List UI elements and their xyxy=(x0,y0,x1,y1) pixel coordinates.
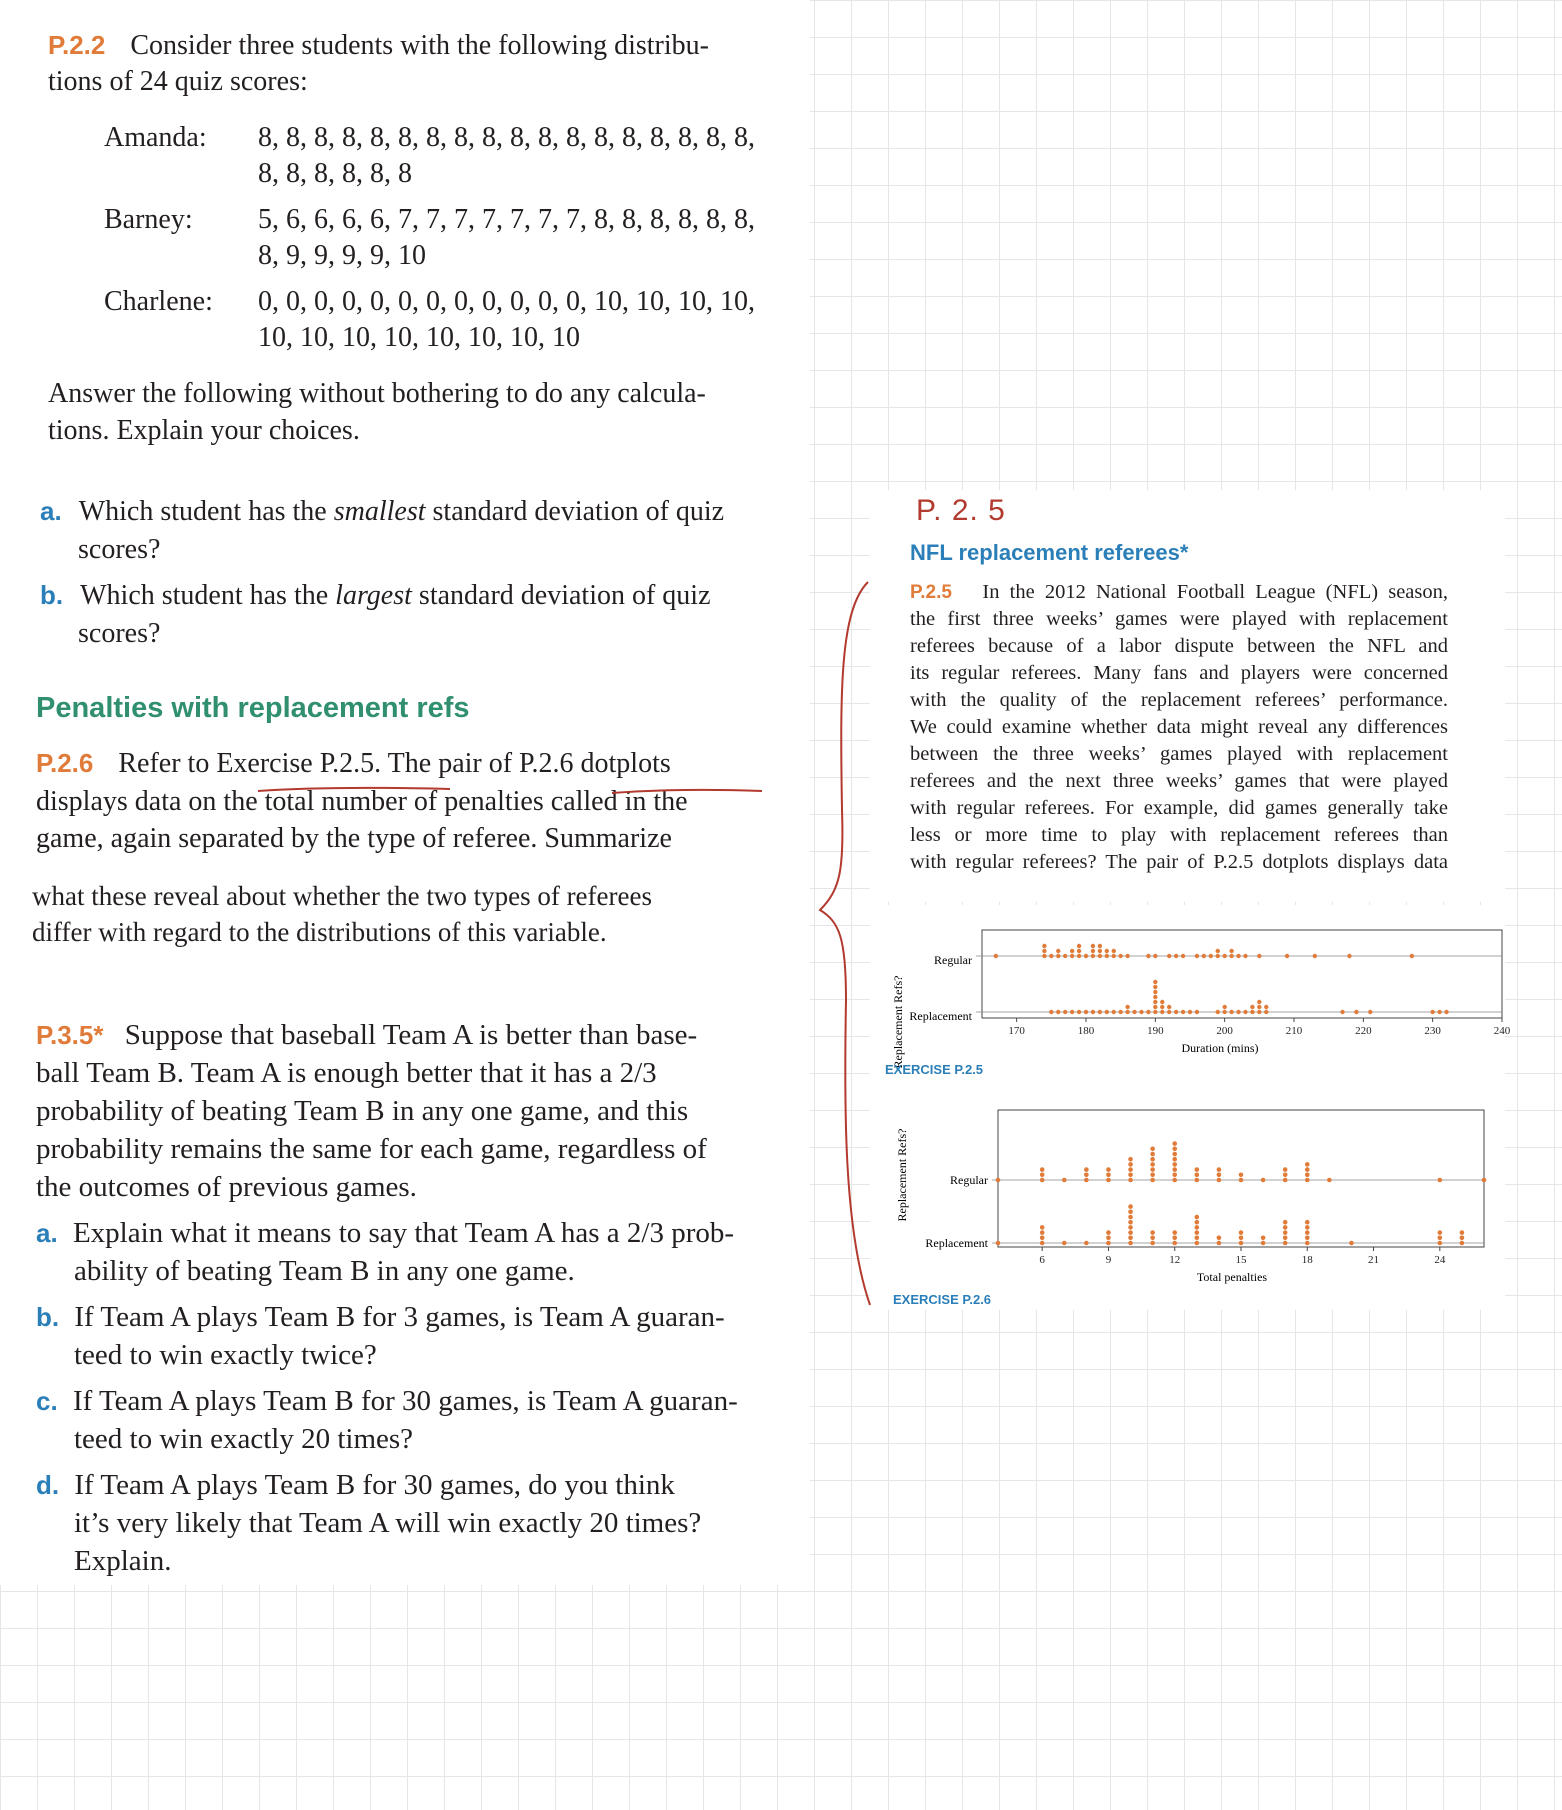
chart2-dot-regular xyxy=(1239,1173,1244,1178)
chart2-dot-replacement xyxy=(1438,1241,1443,1246)
chart1-dot-regular xyxy=(1063,954,1067,958)
chart2-dot-regular xyxy=(1283,1167,1288,1172)
chart2-dot-replacement xyxy=(1239,1236,1244,1241)
chart2-dot-replacement xyxy=(1460,1236,1465,1241)
chart2-dot-regular xyxy=(1084,1167,1089,1172)
p25-line8: referees and the next three weeks’ games that were played xyxy=(910,770,1448,792)
chart1-dot-replacement xyxy=(1264,1010,1268,1014)
chart1-dot-regular xyxy=(1216,949,1220,953)
chart2-dot-replacement xyxy=(1460,1241,1465,1246)
p35-item-a-line2: ability of beating Team B in any one game. xyxy=(74,1255,575,1287)
chart2-dot-replacement xyxy=(1305,1230,1310,1235)
p35-item-b-line2: teed to win exactly twice? xyxy=(74,1339,377,1371)
chart1-dot-regular xyxy=(1236,954,1240,958)
p22-question-b-line2: scores? xyxy=(78,618,161,649)
chart2-dot-replacement xyxy=(1438,1236,1443,1241)
chart2-ylabel: Replacement Refs? xyxy=(895,1128,909,1222)
chart2-dot-replacement xyxy=(1084,1241,1089,1246)
chart1-dot-regular xyxy=(1174,954,1178,958)
chart1-dot-regular xyxy=(1042,944,1046,948)
chart2-dot-replacement xyxy=(1195,1241,1200,1246)
chart1-xtick-label-170: 170 xyxy=(1008,1025,1025,1037)
student-scores-charlene-2: 10, 10, 10, 10, 10, 10, 10, 10 xyxy=(258,322,580,353)
chart2-dot-regular xyxy=(1172,1147,1177,1152)
chart1-dot-replacement xyxy=(1160,1000,1164,1004)
chart1-dot-regular xyxy=(1091,954,1095,958)
p22-question-a-label: a. xyxy=(40,496,62,526)
chart2-dot-regular xyxy=(1084,1173,1089,1178)
chart2-dot-regular xyxy=(1195,1173,1200,1178)
chart1-dot-replacement xyxy=(1146,1010,1150,1014)
chart1-category-regular: Regular xyxy=(934,953,972,967)
chart1-dot-replacement xyxy=(1257,1005,1261,1009)
chart2-dot-replacement xyxy=(1062,1241,1067,1246)
p25-line10: less or more time to play with replacement referees than xyxy=(910,824,1448,846)
chart2-dot-regular xyxy=(1217,1173,1222,1178)
p25-line3: referees because of a labor dispute between the NFL and xyxy=(910,635,1448,657)
chart1-xtick-label-180: 180 xyxy=(1077,1025,1095,1037)
p22-number: P.2.2 xyxy=(48,30,106,60)
chart2-dot-regular xyxy=(1305,1167,1310,1172)
chart2-dot-replacement xyxy=(1349,1241,1354,1246)
chart1-dot-regular xyxy=(1105,954,1109,958)
chart1-xtick-label-210: 210 xyxy=(1285,1025,1303,1037)
chart1-dot-replacement xyxy=(1264,1005,1268,1009)
chart2-dot-replacement xyxy=(1150,1241,1155,1246)
chart1-dot-replacement xyxy=(1098,1010,1102,1014)
chart2-dot-replacement xyxy=(1172,1230,1177,1235)
chart2-dot-replacement xyxy=(1128,1236,1133,1241)
chart2-dot-replacement xyxy=(1040,1236,1045,1241)
p25-line2: the first three weeks’ games were played with replacement xyxy=(910,608,1448,630)
chart2-dot-replacement xyxy=(1106,1236,1111,1241)
chart1-dot-regular xyxy=(1195,954,1199,958)
chart2-xtick-label-21: 21 xyxy=(1368,1254,1380,1266)
chart2-dot-replacement xyxy=(1106,1230,1111,1235)
chart2-dot-replacement xyxy=(1217,1236,1222,1241)
chart1-dot-regular xyxy=(1313,954,1317,958)
chart2-xtick-label-15: 15 xyxy=(1235,1254,1247,1266)
chart2-dot-replacement xyxy=(1040,1230,1045,1235)
chart2-dot-regular xyxy=(1040,1173,1045,1178)
chart1-xtick-label-190: 190 xyxy=(1147,1025,1164,1037)
chart1-caption: EXERCISE P.2.5 xyxy=(885,1062,984,1077)
chart1-dot-replacement xyxy=(1112,1010,1116,1014)
chart1-dot-replacement xyxy=(1125,1010,1129,1014)
p35-line1: P.3.5* Suppose that baseball Team A is better than base- xyxy=(36,1019,698,1051)
p35-line5: the outcomes of previous games. xyxy=(36,1171,417,1203)
chart2-dot-replacement xyxy=(1040,1241,1045,1246)
chart1-dot-regular xyxy=(1042,954,1046,958)
chart1-dot-replacement xyxy=(1153,1005,1157,1009)
chart1-dot-replacement xyxy=(1077,1010,1081,1014)
chart2-dot-replacement xyxy=(1128,1204,1133,1209)
chart1-dot-replacement xyxy=(1132,1010,1136,1014)
chart1-ylabel: Replacement Refs? xyxy=(891,975,905,1069)
chart1-dot-replacement xyxy=(1181,1010,1185,1014)
chart2-dot-replacement xyxy=(1283,1241,1288,1246)
chart1-xtick-label-230: 230 xyxy=(1424,1025,1441,1037)
chart2-dot-regular xyxy=(1040,1167,1045,1172)
chart1-dot-regular xyxy=(1056,949,1060,953)
chart2-dot-replacement xyxy=(1128,1225,1133,1230)
chart2-dot-replacement xyxy=(1172,1236,1177,1241)
p22-question-b: b. Which student has the largest standard deviation of quiz xyxy=(40,580,711,611)
chart1-dot-replacement xyxy=(1160,1005,1164,1009)
chart1-dot-replacement xyxy=(1340,1010,1344,1014)
chart1-dot-replacement xyxy=(1105,1010,1109,1014)
chart2-dot-regular xyxy=(1195,1167,1200,1172)
chart2-dot-regular xyxy=(1128,1178,1133,1183)
p26-line2: displays data on the total number of penalties called in the xyxy=(36,786,688,817)
chart1-dot-regular xyxy=(1209,954,1213,958)
chart2-dot-replacement xyxy=(1460,1230,1465,1235)
p35-line3: probability of beating Team B in any one game, and this xyxy=(36,1095,689,1127)
p35-item-d-line3: Explain. xyxy=(74,1545,172,1577)
chart2-dot-regular xyxy=(1195,1178,1200,1183)
p25-line9: with regular referees. For example, did games generally take xyxy=(910,797,1448,819)
chart2-dot-replacement xyxy=(1195,1236,1200,1241)
chart1-dot-regular xyxy=(1125,954,1129,958)
duration-dotplot xyxy=(870,905,1510,1075)
p26-line1: P.2.6 Refer to Exercise P.2.5. The pair of P.2.6 dotplots xyxy=(36,748,671,779)
p35-line2: ball Team B. Team A is enough better that it has a 2/3 xyxy=(36,1057,657,1089)
p22-intro-line1: P.2.2 Consider three students with the following distribu- xyxy=(48,30,709,61)
chart2-dot-regular xyxy=(1172,1178,1177,1183)
chart1-dot-replacement xyxy=(1125,1005,1129,1009)
chart1-dot-regular xyxy=(1216,954,1220,958)
chart2-caption: EXERCISE P.2.6 xyxy=(893,1292,992,1307)
p25-line4: its regular referees. Many fans and players were concerned xyxy=(910,662,1448,684)
chart2-dot-replacement xyxy=(1283,1220,1288,1225)
chart2-dot-regular xyxy=(1239,1178,1244,1183)
student-name-amanda: Amanda: xyxy=(104,122,207,153)
chart2-dot-replacement xyxy=(1040,1225,1045,1230)
p25-line7: between the three weeks’ games played with replacement xyxy=(910,743,1448,765)
chart1-dot-regular xyxy=(1181,954,1185,958)
chart1-dot-regular xyxy=(1105,949,1109,953)
chart1-dot-replacement xyxy=(1153,1010,1157,1014)
p35-line4: probability remains the same for each game, regardless of xyxy=(36,1133,707,1165)
chart1-dot-regular xyxy=(1070,954,1074,958)
chart2-dot-replacement xyxy=(1283,1225,1288,1230)
penalties-dotplot xyxy=(870,1095,1510,1284)
chart2-dot-regular xyxy=(1327,1178,1332,1183)
student-name-barney: Barney: xyxy=(104,204,193,235)
chart1-dot-replacement xyxy=(1153,990,1157,994)
p35-item-b: b. If Team A plays Team B for 3 games, is Team A guaran- xyxy=(36,1301,725,1333)
chart1-xtick-label-200: 200 xyxy=(1216,1025,1233,1037)
chart2-dot-regular xyxy=(1172,1152,1177,1157)
chart1-category-replacement: Replacement xyxy=(909,1009,972,1023)
chart1-dot-regular xyxy=(1285,954,1289,958)
chart1-dot-replacement xyxy=(1091,1010,1095,1014)
chart2-dot-replacement xyxy=(1305,1241,1310,1246)
chart2-dot-regular xyxy=(1128,1157,1133,1162)
chart2-dot-regular xyxy=(1150,1167,1155,1172)
chart1-dot-regular xyxy=(1112,954,1116,958)
p25-line1: P.2.5 In the 2012 National Football League (NFL) season, xyxy=(910,581,1448,603)
chart1-dot-regular xyxy=(1222,954,1226,958)
chart2-dot-replacement xyxy=(1305,1236,1310,1241)
chart1-dot-regular xyxy=(1098,954,1102,958)
chart2-dot-replacement xyxy=(1283,1236,1288,1241)
chart1-dot-replacement xyxy=(1160,1010,1164,1014)
chart1-dot-replacement xyxy=(1236,1010,1240,1014)
chart1-dot-replacement xyxy=(1063,1010,1067,1014)
chart1-dot-regular xyxy=(1049,954,1053,958)
chart2-xtick-label-9: 9 xyxy=(1105,1254,1112,1266)
chart2-dot-replacement xyxy=(1283,1230,1288,1235)
chart2-dot-regular xyxy=(1150,1173,1155,1178)
p35-number: P.3.5* xyxy=(36,1020,104,1050)
chart1-dot-replacement xyxy=(1437,1010,1441,1014)
student-scores-charlene-1: 0, 0, 0, 0, 0, 0, 0, 0, 0, 0, 0, 0, 10, 10, 10, 10, xyxy=(258,286,755,317)
p25-line11: with regular referees? The pair of P.2.5 dotplots displays data xyxy=(910,851,1448,873)
chart1-dot-regular xyxy=(1098,949,1102,953)
p35-item-d-line2: it’s very likely that Team A will win exactly 20 times? xyxy=(74,1507,702,1539)
chart1-dot-regular xyxy=(1056,954,1060,958)
chart2-dot-replacement xyxy=(1128,1215,1133,1220)
chart2-dot-regular xyxy=(1283,1178,1288,1183)
chart2-dot-regular xyxy=(1172,1173,1177,1178)
chart2-dot-replacement xyxy=(1261,1236,1266,1241)
chart1-dot-replacement xyxy=(1250,1010,1254,1014)
chart1-dot-regular xyxy=(1257,954,1261,958)
chart2-category-regular: Regular xyxy=(950,1173,988,1187)
chart2-dot-regular xyxy=(1106,1167,1111,1172)
chart2-dot-regular xyxy=(996,1178,1001,1183)
student-name-charlene: Charlene: xyxy=(104,286,213,317)
chart1-xlabel: Duration (mins) xyxy=(1181,1041,1259,1055)
handwritten-label: P. 2. 5 xyxy=(916,494,1006,527)
chart2-dot-regular xyxy=(1261,1178,1266,1183)
student-scores-barney-2: 8, 9, 9, 9, 9, 10 xyxy=(258,240,426,271)
chart1-dot-regular xyxy=(1091,949,1095,953)
chart1-dot-replacement xyxy=(1153,995,1157,999)
chart2-dot-replacement xyxy=(1172,1241,1177,1246)
chart1-frame xyxy=(982,930,1502,1018)
chart2-dot-regular xyxy=(1283,1173,1288,1178)
chart2-xtick-label-12: 12 xyxy=(1169,1254,1181,1266)
chart2-dot-regular xyxy=(1150,1147,1155,1152)
chart1-dot-regular xyxy=(1118,954,1122,958)
chart2-dot-regular xyxy=(1128,1167,1133,1172)
chart1-dot-regular xyxy=(1077,954,1081,958)
p26-line4: what these reveal about whether the two types of referees xyxy=(32,881,652,911)
chart2-dot-replacement xyxy=(1261,1241,1266,1246)
chart1-dot-regular xyxy=(1091,944,1095,948)
chart1-dot-regular xyxy=(994,954,998,958)
chart1-dot-regular xyxy=(1084,954,1088,958)
chart1-xtick-label-220: 220 xyxy=(1355,1025,1372,1037)
chart1-dot-replacement xyxy=(1444,1010,1448,1014)
chart2-dot-regular xyxy=(1128,1162,1133,1167)
chart2-dot-regular xyxy=(1128,1173,1133,1178)
chart2-dot-replacement xyxy=(996,1241,1001,1246)
chart2-dot-replacement xyxy=(1239,1241,1244,1246)
chart2-dot-replacement xyxy=(1128,1230,1133,1235)
chart1-dot-replacement xyxy=(1056,1010,1060,1014)
chart2-dot-replacement xyxy=(1106,1241,1111,1246)
chart1-dot-replacement xyxy=(1049,1010,1053,1014)
p35-item-a: a. Explain what it means to say that Team A has a 2/3 prob- xyxy=(36,1217,735,1249)
brace-path xyxy=(820,582,870,1305)
chart2-dot-regular xyxy=(1040,1178,1045,1183)
chart1-dot-regular xyxy=(1077,949,1081,953)
chart1-dot-regular xyxy=(1098,944,1102,948)
chart1-dot-replacement xyxy=(1153,980,1157,984)
chart2-dot-replacement xyxy=(1217,1241,1222,1246)
chart1-dot-replacement xyxy=(1250,1005,1254,1009)
chart1-dot-replacement xyxy=(1368,1010,1372,1014)
chart2-category-replacement: Replacement xyxy=(925,1236,988,1250)
p26-line5: differ with regard to the distributions of this variable. xyxy=(32,917,607,947)
p22-question-a: a. Which student has the smallest standard deviation of quiz xyxy=(40,496,725,527)
chart1-xtick-label-240: 240 xyxy=(1493,1025,1511,1037)
p25-number: P.2.5 xyxy=(910,582,952,603)
chart2-dot-regular xyxy=(1438,1178,1443,1183)
chart1-dot-replacement xyxy=(1153,1000,1157,1004)
p35-item-c-label: c. xyxy=(36,1386,58,1416)
chart2-dot-replacement xyxy=(1305,1225,1310,1230)
chart1-dot-replacement xyxy=(1222,1005,1226,1009)
chart2-dot-replacement xyxy=(1305,1220,1310,1225)
chart1-dot-regular xyxy=(1410,954,1414,958)
chart2-dot-regular xyxy=(1150,1162,1155,1167)
chart1-dot-regular xyxy=(1042,949,1046,953)
p22-intro-line2: tions of 24 quiz scores: xyxy=(48,66,308,97)
p26-line3: game, again separated by the type of referee. Summarize xyxy=(36,823,672,854)
chart1-dot-replacement xyxy=(1167,1010,1171,1014)
p22-answer-line2: tions. Explain your choices. xyxy=(48,415,360,446)
chart1-dot-regular xyxy=(1202,954,1206,958)
chart2-dot-regular xyxy=(1150,1152,1155,1157)
chart2-dot-regular xyxy=(1084,1178,1089,1183)
student-scores-amanda-1: 8, 8, 8, 8, 8, 8, 8, 8, 8, 8, 8, 8, 8, 8, 8, 8, 8, 8, xyxy=(258,122,755,153)
chart1-dot-replacement xyxy=(1216,1010,1220,1014)
chart2-dot-regular xyxy=(1106,1173,1111,1178)
chart1-dot-replacement xyxy=(1084,1010,1088,1014)
chart1-dot-replacement xyxy=(1257,1010,1261,1014)
chart2-xtick-label-6: 6 xyxy=(1039,1254,1045,1266)
chart2-dot-regular xyxy=(1217,1167,1222,1172)
p35-item-d: d. If Team A plays Team B for 30 games, do you think xyxy=(36,1469,675,1501)
chart2-dot-replacement xyxy=(1150,1230,1155,1235)
chart2-dot-regular xyxy=(1150,1157,1155,1162)
chart1-dot-regular xyxy=(1243,954,1247,958)
chart1-dot-replacement xyxy=(1257,1000,1261,1004)
chart2-xlabel: Total penalties xyxy=(1196,1270,1268,1284)
chart1-dot-replacement xyxy=(1118,1010,1122,1014)
chart1-dot-replacement xyxy=(1188,1010,1192,1014)
chart1-dot-regular xyxy=(1347,954,1351,958)
chart1-dot-replacement xyxy=(1174,1010,1178,1014)
p25-heading: NFL replacement referees* xyxy=(910,540,1189,565)
chart2-dot-replacement xyxy=(1195,1215,1200,1220)
chart1-dot-replacement xyxy=(1430,1010,1434,1014)
chart2-dot-regular xyxy=(1305,1178,1310,1183)
chart1-dot-regular xyxy=(1070,949,1074,953)
p35-item-c: c. If Team A plays Team B for 30 games, is Team A guaran- xyxy=(36,1385,738,1417)
chart1-dot-regular xyxy=(1112,949,1116,953)
chart1-dot-replacement xyxy=(1070,1010,1074,1014)
chart2-dot-replacement xyxy=(1438,1230,1443,1235)
p35-item-b-label: b. xyxy=(36,1302,60,1332)
penalties-heading: Penalties with replacement refs xyxy=(36,692,470,724)
p22-question-a-line2: scores? xyxy=(78,534,161,565)
chart2-dot-regular xyxy=(1172,1167,1177,1172)
chart1-dot-replacement xyxy=(1167,1005,1171,1009)
p35-item-d-label: d. xyxy=(36,1470,60,1500)
chart2-dot-regular xyxy=(1217,1178,1222,1183)
chart2-dot-regular xyxy=(1062,1178,1067,1183)
p25-body xyxy=(910,579,1448,876)
chart1-dot-replacement xyxy=(1139,1010,1143,1014)
chart2-dot-replacement xyxy=(1150,1236,1155,1241)
chart1-dot-regular xyxy=(1146,954,1150,958)
chart2-xtick-label-18: 18 xyxy=(1301,1254,1313,1266)
chart2-dot-replacement xyxy=(1195,1225,1200,1230)
chart2-xtick-label-24: 24 xyxy=(1434,1254,1446,1266)
chart2-dot-regular xyxy=(1106,1178,1111,1183)
chart1-dot-replacement xyxy=(1354,1010,1358,1014)
chart1-dot-regular xyxy=(1229,949,1233,953)
chart2-dot-replacement xyxy=(1195,1230,1200,1235)
chart1-dot-replacement xyxy=(1153,985,1157,989)
chart2-dot-regular xyxy=(1172,1162,1177,1167)
chart2-dot-replacement xyxy=(1128,1241,1133,1246)
chart1-dot-regular xyxy=(1153,954,1157,958)
chart2-dot-regular xyxy=(1172,1157,1177,1162)
p22-question-b-label: b. xyxy=(40,580,64,610)
p26-number: P.2.6 xyxy=(36,748,94,778)
chart2-dot-replacement xyxy=(1239,1230,1244,1235)
chart2-dot-replacement xyxy=(1128,1210,1133,1215)
chart1-dot-replacement xyxy=(1195,1010,1199,1014)
left-panel xyxy=(0,0,810,1585)
chart2-dot-replacement xyxy=(1128,1220,1133,1225)
chart2-dot-regular xyxy=(1172,1141,1177,1146)
chart2-dot-regular xyxy=(1482,1178,1487,1183)
chart1-dot-replacement xyxy=(1229,1010,1233,1014)
chart2-dot-regular xyxy=(1305,1173,1310,1178)
chart1-dot-regular xyxy=(1077,944,1081,948)
chart2-dot-regular xyxy=(1150,1178,1155,1183)
p22-answer-line1: Answer the following without bothering to do any calcula- xyxy=(48,378,706,409)
chart2-dot-replacement xyxy=(1195,1220,1200,1225)
student-scores-amanda-2: 8, 8, 8, 8, 8, 8 xyxy=(258,158,412,189)
student-scores-barney-1: 5, 6, 6, 6, 6, 7, 7, 7, 7, 7, 7, 7, 8, 8, 8, 8, 8, 8, xyxy=(258,204,755,235)
chart2-dot-regular xyxy=(1305,1162,1310,1167)
p35-item-c-line2: teed to win exactly 20 times? xyxy=(74,1423,414,1455)
chart1-dot-replacement xyxy=(1222,1010,1226,1014)
chart1-dot-replacement xyxy=(1243,1010,1247,1014)
p35-item-a-label: a. xyxy=(36,1218,58,1248)
chart1-dot-regular xyxy=(1167,954,1171,958)
p25-line6: We could examine whether data might reveal any differences xyxy=(910,716,1448,738)
chart1-dot-regular xyxy=(1229,954,1233,958)
p25-line5: with the quality of the replacement referees’ performance. xyxy=(910,689,1448,711)
